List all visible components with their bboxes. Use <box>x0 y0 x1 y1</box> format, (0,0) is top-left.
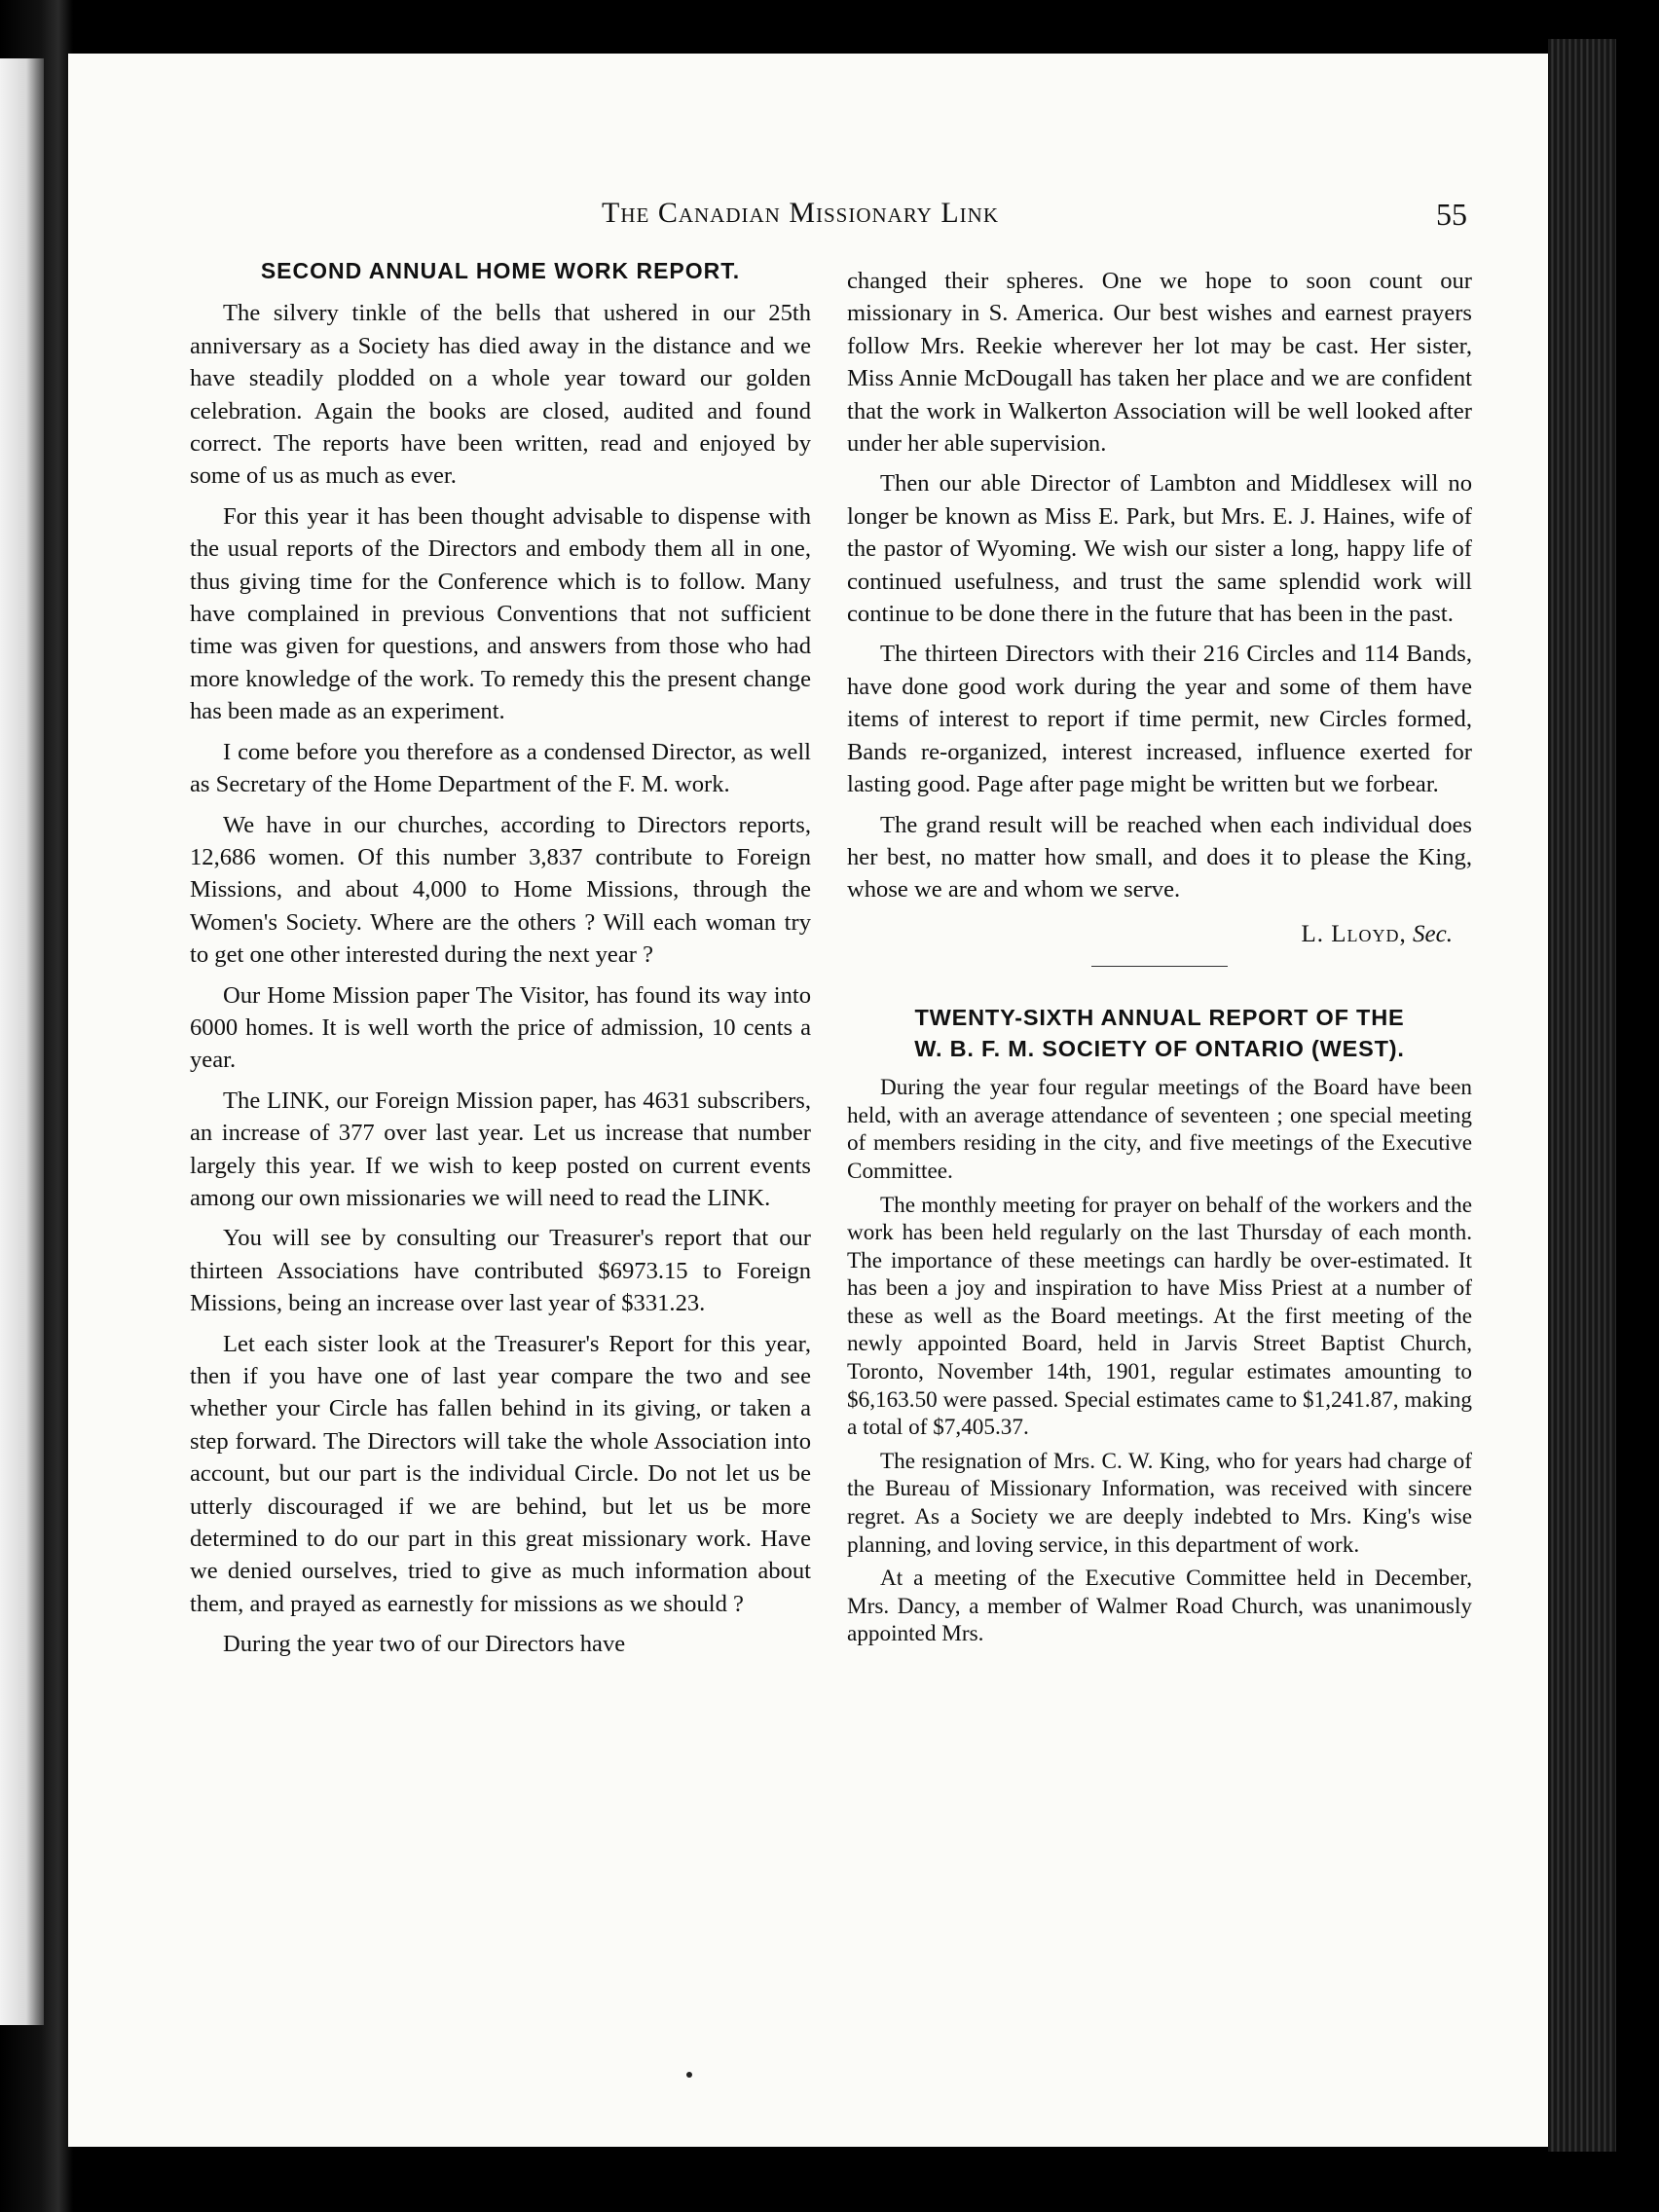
paragraph: During the year four regular meetings of the Board have been held, with an average attendance of seventeen ; one special meeting of members residing in the city, and five meetings of the Executive Committee. <box>847 1075 1472 1184</box>
section-divider <box>1091 966 1228 967</box>
page-stack-edges <box>1548 39 1616 2152</box>
paragraph: changed their spheres. One we hope to soon count our missionary in S. America. Our best wishes and earnest prayers follow Mrs. Reekie wherever her lot may be cast. Her sister, Miss Annie McDougall has taken her place and we are confident that the work in Walkerton Association will be well looked after under her able supervision. <box>847 268 1472 458</box>
paragraph: Let each sister look at the Treasurer's Report for this year, then if you have one of last year compare the two and see whether your Circle has fallen behind in its giving, or taken a step forward. The Directors will take the whole Association into account, but our part is the individual Circle. Do not let us be utterly discouraged if we are behind, but let us be more determined to do our part in this great missionary work. Have we denied ourselves, tried to give as much information about them, and prayed as earnestly for missions as we should ? <box>190 1330 811 1617</box>
paragraph: You will see by consulting our Treasurer's report that our thirteen Associations have contributed $6973.15 to Foreign Missions, being an increase over last year of $331.23. <box>190 1225 811 1317</box>
paragraph: The resignation of Mrs. C. W. King, who for years had charge of the Bureau of Missionary Information, was received with sincere regret. As a Society we are deeply indebted to Mrs. King's wise planning, and loving service, in this department of work. <box>847 1448 1472 1558</box>
report-heading-line2: W. B. F. M. SOCIETY OF ONTARIO (WEST). <box>914 1036 1405 1062</box>
paragraph: Then our able Director of Lambton and Middlesex will no longer be known as Miss E. Park, but Mrs. E. J. Haines, wife of the pastor of Wyoming. We wish our sister a long, happy life of continued usefulness, and trust the same splendid work will continue to be done there in the future that has been in the past. <box>847 470 1472 628</box>
signature-name: L. Lloyd, <box>1301 920 1407 947</box>
page-header <box>68 146 1548 232</box>
right-column <box>847 265 1472 1654</box>
page-number: 55 <box>1436 197 1467 232</box>
signature <box>847 918 1453 950</box>
paragraph: We have in our churches, according to Directors reports, 12,686 women. Of this number 3,837 contribute to Foreign Missions, and about 4,000 to Home Missions, through the Women's Society. Where are the others ? Will each woman try to get one other interested during the next year ? <box>190 811 811 969</box>
paragraph: At a meeting of the Executive Committee held in December, Mrs. Dancy, a member of Walmer Road Church, was unanimously appointed Mrs. <box>847 1566 1472 1647</box>
paragraph: Our Home Mission paper The Visitor, has found its way into 6000 homes. It is well worth the price of admission, 10 cents a year. <box>190 981 811 1074</box>
running-title: The Canadian Missionary Link <box>602 197 999 229</box>
paragraph: The LINK, our Foreign Mission paper, has 4631 subscribers, an increase of 377 over last year. Let us increase that number largely this year. If we wish to keep posted on current events among our own missionaries we will need to read the LINK. <box>190 1087 811 1211</box>
paragraph: The monthly meeting for prayer on behalf of the workers and the work has been held regularly on the last Thursday of each month. The importance of these meetings can hardly be over-estimated. It has been a joy and inspiration to have Miss Priest at a number of these as well as the Board meetings. At the first meeting of the newly appointed Board, held in Jarvis Street Baptist Church, Toronto, November 14th, 1901, regular estimates amounting to $6,163.50 were passed. Special estimates came to $1,241.87, making a total of $7,405.37. <box>847 1192 1472 1441</box>
report-body <box>847 1074 1472 1648</box>
report-heading-line1: TWENTY-SIXTH ANNUAL REPORT OF THE <box>914 1005 1405 1031</box>
facing-page-edge <box>0 58 44 2025</box>
paragraph: For this year it has been thought advisable to dispense with the usual reports of the Directors and embody them all in one, thus giving time for the Conference which is to follow. Many have complained in previous Conventions that not sufficient time was given for questions, and answers from those who had more knowledge of the work. To remedy this the present change has been made as an experiment. <box>190 502 811 725</box>
article-heading: SECOND ANNUAL HOME WORK REPORT. <box>260 258 741 283</box>
paragraph: The grand result will be reached when each individual does her best, no matter how small, and does it to please the King, whose we are and whom we serve. <box>847 811 1472 903</box>
paragraph: The silvery tinkle of the bells that ushered in our 25th anniversary as a Society has died away in the distance and we have steadily plodded on a whole year toward our golden celebration. Again the books are closed, audited and found correct. The reports have been written, read and enjoyed by some of us as much as ever. <box>190 300 811 490</box>
paragraph: The thirteen Directors with their 216 Circles and 114 Bands, have done good work during the year and some of them have items of interest to report if time permit, new Circles formed, Bands re-organized, interest increased, influence exerted for lasting good. Page after page might be written but we forbear. <box>847 641 1472 798</box>
paragraph: I come before you therefore as a condensed Director, as well as Secretary of the Home Department of the F. M. work. <box>190 738 811 798</box>
print-speck <box>686 2072 692 2078</box>
paragraph: During the year two of our Directors have <box>223 1631 626 1658</box>
signature-title: Sec. <box>1413 920 1453 947</box>
left-column <box>190 255 811 1669</box>
